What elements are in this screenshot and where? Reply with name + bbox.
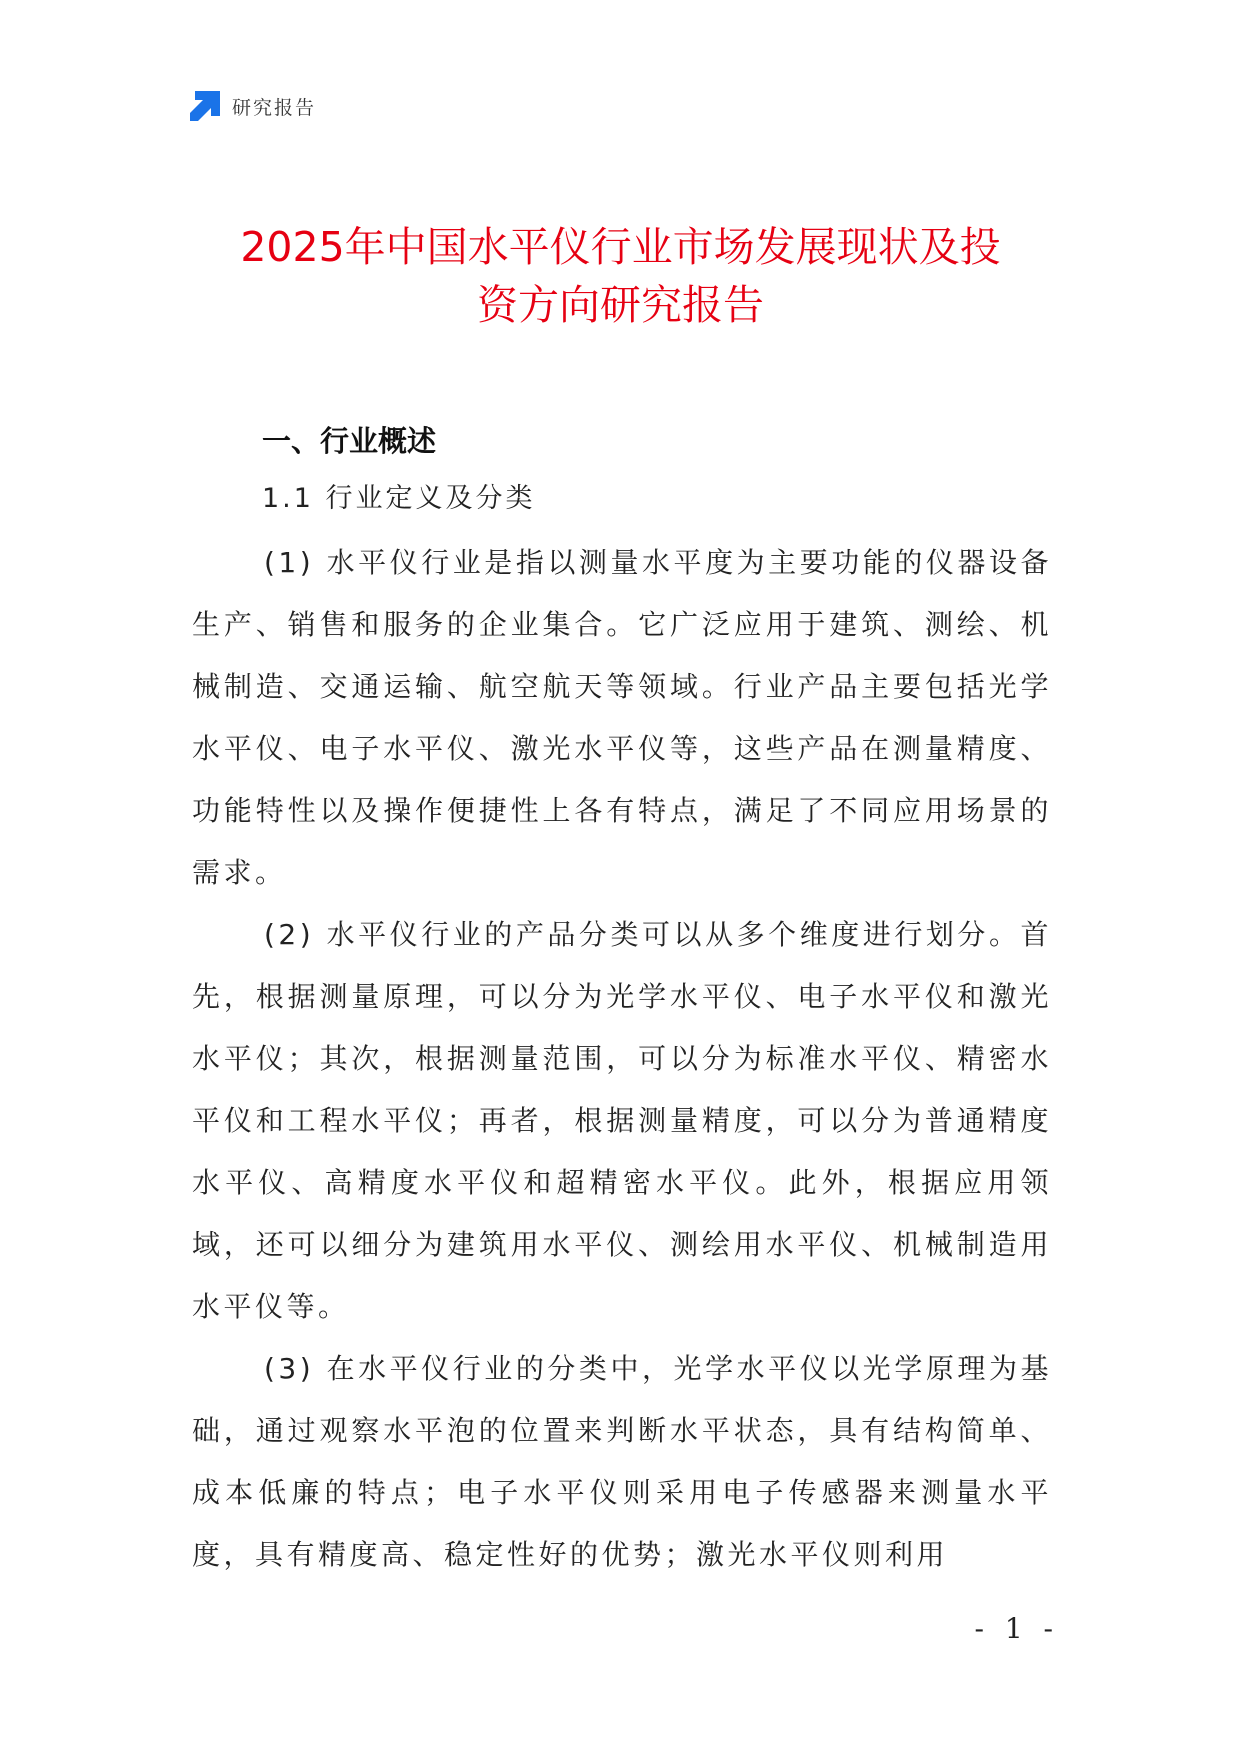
arrow-up-right-icon xyxy=(190,91,220,121)
title-line-1: 2025年中国水平仪行业市场发展现状及投 xyxy=(240,223,1001,271)
subsection-heading: 1.1 行业定义及分类 xyxy=(262,483,536,514)
header-label: 研究报告 xyxy=(232,96,317,119)
document-title xyxy=(150,218,1091,334)
document-body xyxy=(192,416,1052,1586)
paragraph-1: (1) 水平仪行业是指以测量水平度为主要功能的仪器设备生产、销售和服务的企业集合。它广泛应用于建筑、测绘、机械制造、交通运输、航空航天等领域。行业产品主要包括光学水平仪、电子水平仪、激光水平仪等，这些产品在测量精度、功能特性以及操作便捷性上各有特点，满足了不同应用场景的需求。 xyxy=(192,546,1052,889)
paragraph-2: (2) 水平仪行业的产品分类可以从多个维度进行划分。首先，根据测量原理，可以分为光学水平仪、电子水平仪和激光水平仪；其次，根据测量范围，可以分为标准水平仪、精密水平仪和工程水平仪；再者，根据测量精度，可以分为普通精度水平仪、高精度水平仪和超精密水平仪。此外，根据应用领域，还可以细分为建筑用水平仪、测绘用水平仪、机械制造用水平仪等。 xyxy=(192,918,1052,1323)
page-number: - 1 - xyxy=(974,1612,1059,1645)
report-header xyxy=(190,88,316,124)
title-line-2: 资方向研究报告 xyxy=(477,281,764,329)
paragraph-3: (3) 在水平仪行业的分类中，光学水平仪以光学原理为基础，通过观察水平泡的位置来判断水平状态，具有结构简单、成本低廉的特点；电子水平仪则采用电子传感器来测量水平度，具有精度高、稳定性好的优势；激光水平仪则利用 xyxy=(192,1352,1052,1571)
section-heading: 一、行业概述 xyxy=(262,424,437,458)
